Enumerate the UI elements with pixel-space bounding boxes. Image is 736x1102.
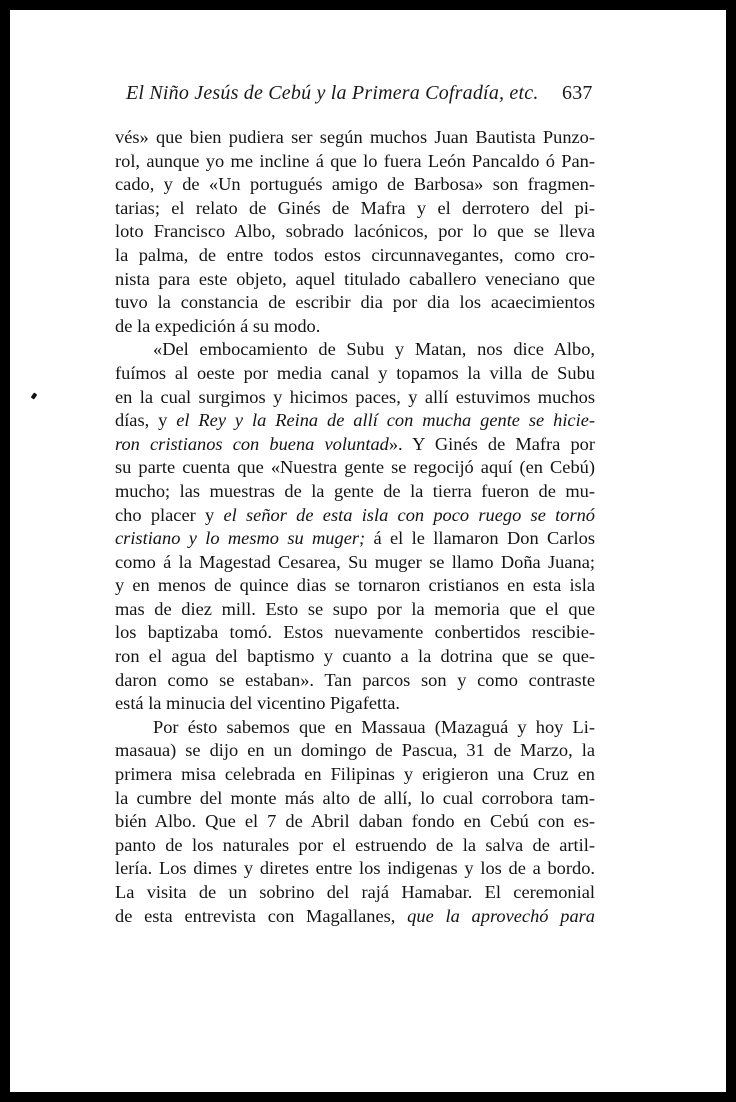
- text-line: los baptizaba tomó. Estos nuevamente conbertidos rescibie-: [115, 622, 595, 643]
- text-line: primera misa celebrada en Filipinas y erigieron una Cruz en: [115, 764, 595, 785]
- text-line: daron como se estaban». Tan parcos son y como contraste: [115, 669, 595, 690]
- text-line: la cumbre del monte más alto de allí, lo cual corrobora tam-: [115, 787, 595, 808]
- text-line: y en menos de quince dias se tornaron cristianos en esta isla: [115, 575, 595, 596]
- text-line: de esta entrevista con Magallanes, que la aprovechó para: [115, 905, 595, 926]
- italic-quote: ron cristianos con buena voluntad: [115, 433, 389, 454]
- paragraph-start-line: Por ésto sabemos que en Massaua (Mazaguá y hoy Li-: [153, 716, 595, 737]
- text-line: La visita de un sobrino del rajá Hamabar. El ceremonial: [115, 882, 595, 902]
- text-line: en la cual surgimos y hicimos paces, y allí estuvimos muchos: [115, 386, 595, 407]
- text-line: tarias; el relato de Ginés de Mafra y el derrotero del pi-: [115, 197, 595, 218]
- text-line: la palma, de entre todos estos circunnavegantes, como cro-: [115, 244, 595, 265]
- text-line: cristiano y lo mesmo su muger; á el le llamaron Don Carlos: [115, 528, 595, 549]
- text-line: cho placer y el señor de esta isla con poco ruego se tornó: [115, 504, 595, 525]
- text-line: ron cristianos con buena voluntad». Y Ginés de Mafra por: [115, 433, 595, 454]
- text-line: ron el agua del baptismo y cuanto a la dotrina que se que-: [115, 646, 595, 667]
- text-line: mas de diez mill. Esto se supo por la memoria que el que: [115, 598, 595, 619]
- text-line: cado, y de «Un portugués amigo de Barbosa» son fragmen-: [115, 174, 595, 195]
- italic-quote: cristiano y lo mesmo su muger;: [115, 528, 366, 549]
- text-line: mucho; las muestras de la gente de la tierra fueron de mu-: [115, 480, 595, 501]
- margin-ink-mark: [31, 392, 38, 399]
- italic-quote: que la aprovechó para: [407, 905, 595, 926]
- text-line: días, y el Rey y la Reina de allí con mucha gente se hicie-: [115, 410, 595, 431]
- text-line: panto de los naturales por el estruendo de la salva de artil-: [115, 834, 595, 855]
- text-line: bién Albo. Que el 7 de Abril daban fondo en Cebú con es-: [115, 811, 595, 832]
- text-line: masaua) se dijo en un domingo de Pascua, 31 de Marzo, la: [115, 740, 595, 761]
- running-header: [126, 82, 606, 105]
- text-line: tuvo la constancia de escribir dia por dia los acaecimientos: [115, 292, 595, 313]
- italic-quote: el Rey y la Reina de allí con mucha gente se hicie-: [176, 410, 595, 431]
- text-line: vés» que bien pudiera ser según muchos Juan Bautista Punzo-: [115, 127, 595, 147]
- text-line: su parte cuenta que «Nuestra gente se regocijó aquí (en Cebú): [115, 457, 595, 478]
- page-number: 637: [562, 82, 593, 104]
- text-line: de la expedición á su modo.: [115, 315, 321, 336]
- body-text: [115, 126, 595, 928]
- text-line: rol, aunque yo me incline á que lo fuera León Pancaldo ó Pan-: [115, 150, 595, 171]
- text-line: nista para este objeto, aquel titulado caballero veneciano que: [115, 268, 595, 289]
- running-title: El Niño Jesús de Cebú y la Primera Cofradía, etc.: [126, 82, 539, 104]
- book-page: [10, 10, 726, 1092]
- text-line: loto Francisco Albo, sobrado lacónicos, por lo que se lleva: [115, 221, 595, 242]
- text-line: lería. Los dimes y diretes entre los indigenas y los de a bordo.: [115, 858, 595, 879]
- text-line: como á la Magestad Cesarea, Su muger se llamo Doña Juana;: [115, 551, 595, 572]
- text-line: fuímos al oeste por media canal y topamos la villa de Subu: [115, 362, 595, 383]
- italic-quote: el señor de esta isla con poco ruego se tornó: [223, 504, 595, 525]
- paragraph-start-line: «Del embocamiento de Subu y Matan, nos dice Albo,: [153, 339, 595, 360]
- text-line: está la minucia del vicentino Pigafetta.: [115, 693, 400, 714]
